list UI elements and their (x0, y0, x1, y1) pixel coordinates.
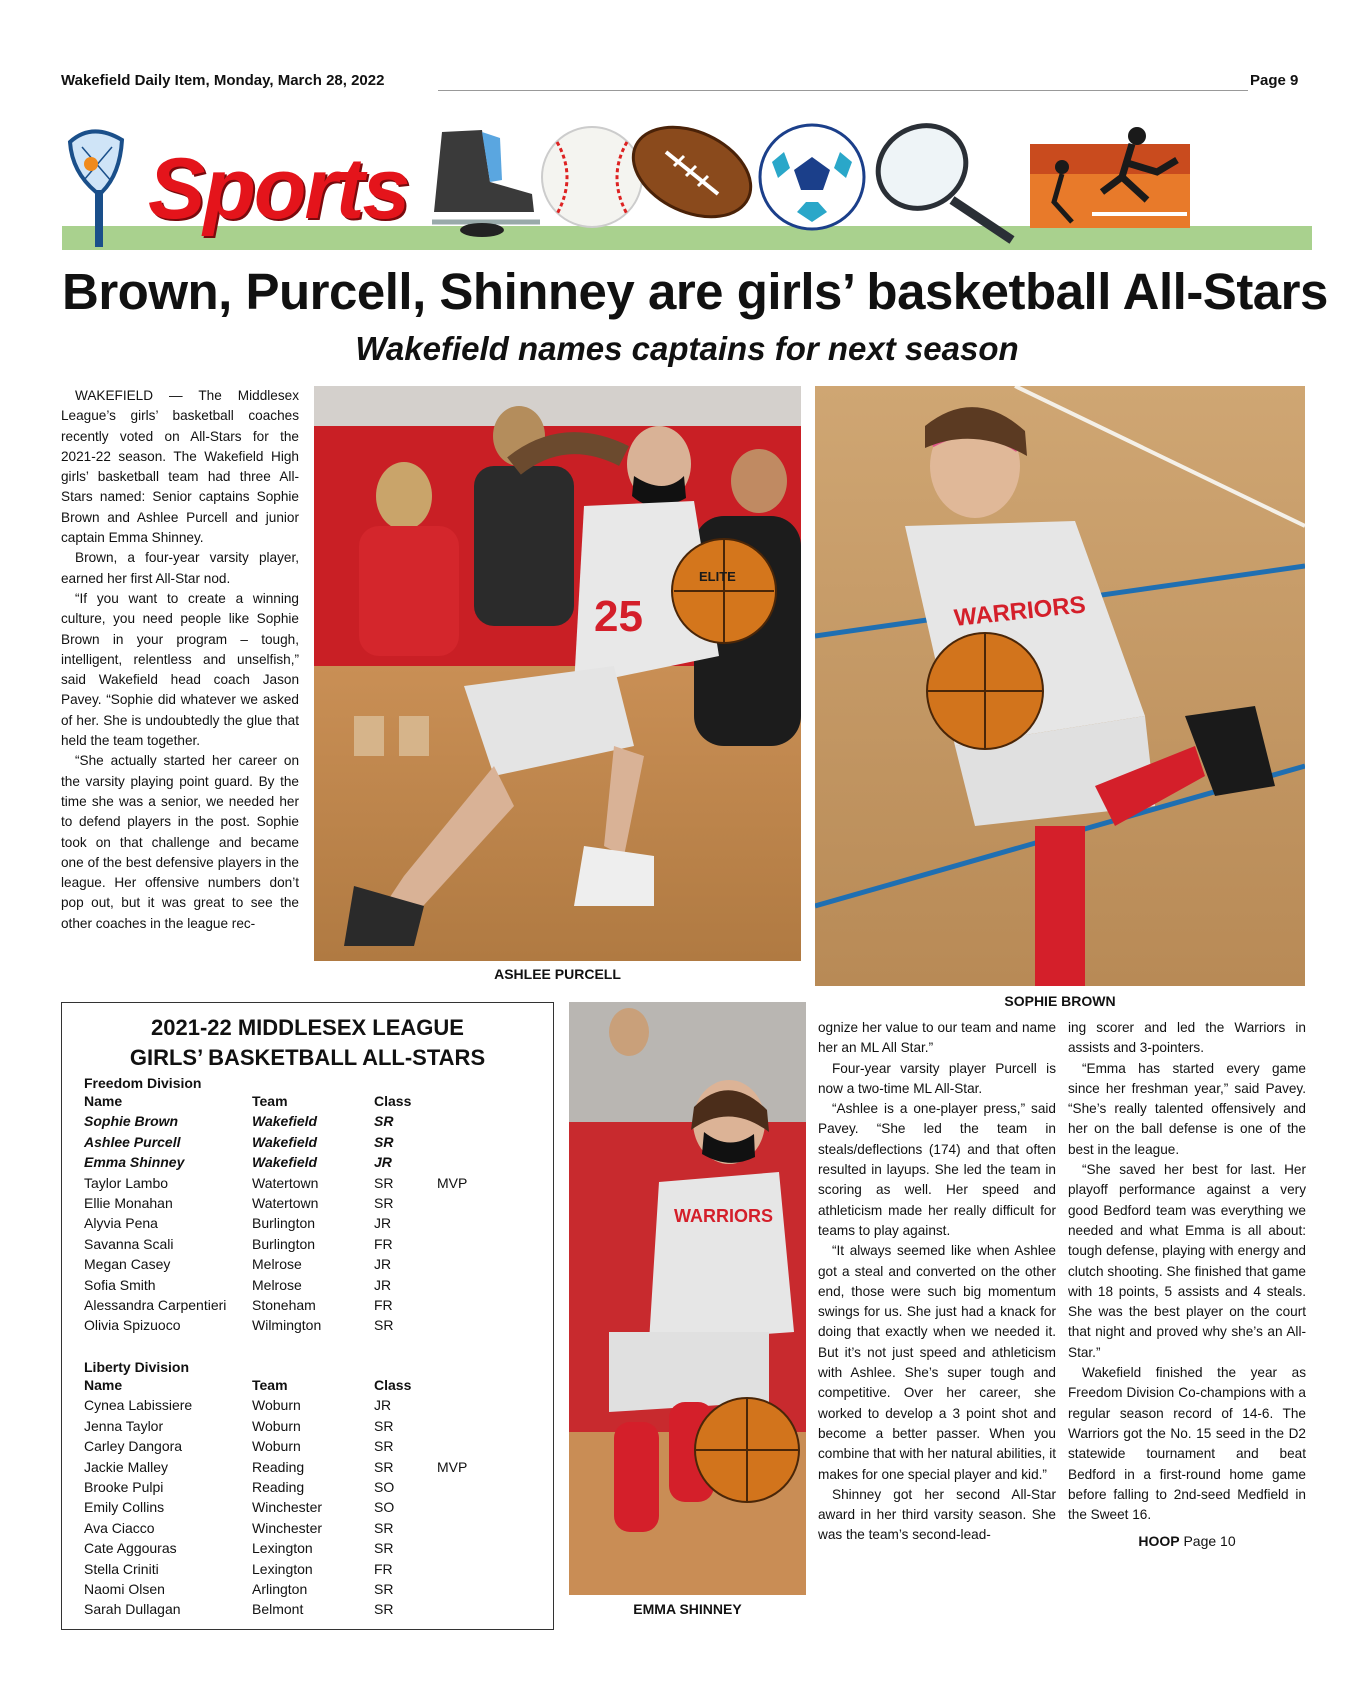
player-name-cell: Emily Collins (84, 1499, 165, 1516)
player-name-cell: Savanna Scali (84, 1235, 174, 1252)
player-name-cell: Alessandra Carpentieri (84, 1297, 227, 1314)
award-cell (437, 1254, 497, 1274)
article-paragraph: Shinney got her second All-Star award in her third varsity season. She was the team’s second-lead- (818, 1486, 1056, 1543)
table-row (84, 1193, 497, 1213)
award-cell (437, 1559, 497, 1579)
all-stars-table (61, 1002, 554, 1630)
player-name-cell: Cynea Labissiere (84, 1397, 193, 1414)
table-row (84, 1599, 497, 1619)
headline: Brown, Purcell, Shinney are girls’ basketball All-Stars (62, 263, 1328, 320)
table-row (84, 1234, 497, 1254)
player-name-cell: Megan Casey (84, 1256, 171, 1273)
player-name-cell: Olivia Spizuoco (84, 1317, 181, 1334)
liberty-division-heading: Liberty Division (84, 1359, 190, 1375)
class-cell: SR (374, 1458, 394, 1475)
folio-paper-date: Wakefield Daily Item, Monday, March 28, 2022 (61, 72, 385, 89)
class-cell: SR (374, 1195, 394, 1212)
table-row (84, 1518, 497, 1538)
team-cell: Lexington (252, 1560, 313, 1577)
table-row (84, 1436, 497, 1456)
article-paragraph: “She actually started her career on the varsity playing point guard. By the time she was a senior, we needed her to defend players in the post. Sophie took on that challenge and became one of the best defensive players in the league. Her offensive numbers don’t pop out, but it was great to see the other coaches in the league rec- (61, 753, 299, 931)
player-name-cell: Carley Dangora (84, 1438, 183, 1455)
soccer-ball-icon (760, 125, 864, 229)
column-header-team: Team (252, 1377, 288, 1393)
team-cell: Wakefield (252, 1133, 318, 1150)
class-cell: JR (374, 1215, 392, 1232)
photo-sophie-brown (815, 386, 1305, 986)
table-row (84, 1173, 497, 1193)
table-row (84, 1538, 497, 1558)
table-row (84, 1275, 497, 1295)
award-cell (437, 1497, 497, 1517)
player-name-cell: Brooke Pulpi (84, 1479, 164, 1496)
column-header-name: Name (84, 1093, 123, 1109)
award-cell: MVP (437, 1174, 468, 1191)
table-title-line-1: 2021-22 MIDDLESEX LEAGUE (151, 1015, 464, 1040)
table-row (84, 1111, 497, 1131)
class-cell: SO (374, 1479, 395, 1496)
player-name-cell: Ashlee Purcell (84, 1133, 181, 1150)
award-cell (437, 1416, 497, 1436)
player-name-cell: Jackie Malley (84, 1458, 169, 1475)
football-icon (619, 122, 765, 234)
article-column-3 (818, 1018, 1056, 1546)
award-cell (437, 1518, 497, 1538)
award-cell (437, 1295, 497, 1315)
class-cell: SR (374, 1174, 394, 1191)
class-cell: FR (374, 1297, 393, 1314)
player-name-cell: Jenna Taylor (84, 1417, 164, 1434)
team-cell: Burlington (252, 1235, 316, 1252)
article-paragraph: WAKEFIELD — The Middlesex League’s girls’ basketball coaches recently voted on All-Stars for the 2021-22 season. The Wakefield High girls’ basketball team had three All-Stars named: Senior captains Sophie Brown and Ashlee Purcell and junior captain Emma Shinney. (61, 388, 299, 546)
caption-sophie-brown: SOPHIE BROWN (1004, 993, 1116, 1009)
award-cell (437, 1395, 497, 1415)
player-name-cell: Sophie Brown (84, 1113, 179, 1130)
ice-skate-icon (432, 130, 540, 237)
article-paragraph: Wakefield finished the year as Freedom Division Co-champions with a regular season record of 14-6. The Warriors got the No. 15 seed in the D2 statewide tournament and beat Bedford in a first-round home game before falling to 2nd-seed Medfield in the Sweet 16. (1068, 1365, 1306, 1523)
player-name-cell: Sarah Dullagan (84, 1601, 181, 1618)
class-cell: SR (374, 1417, 394, 1434)
class-cell: JR (374, 1256, 392, 1273)
class-cell: FR (374, 1235, 393, 1252)
team-cell: Wakefield (252, 1113, 318, 1130)
class-cell: JR (374, 1397, 392, 1414)
team-cell: Belmont (252, 1601, 304, 1618)
award-cell (437, 1579, 497, 1599)
team-cell: Reading (252, 1458, 305, 1475)
player-name-cell: Ellie Monahan (84, 1195, 173, 1212)
player-name-cell: Sofia Smith (84, 1276, 156, 1293)
lacrosse-stick-icon (70, 131, 122, 247)
team-cell: Melrose (252, 1256, 302, 1273)
class-cell: SR (374, 1540, 394, 1557)
team-cell: Reading (252, 1479, 305, 1496)
baseball-icon (542, 127, 642, 227)
table-row (84, 1132, 497, 1152)
player-name-cell: Alyvia Pena (84, 1215, 158, 1232)
article-paragraph: Brown, a four-year varsity player, earned her first All-Star nod. (61, 550, 299, 586)
caption-ashlee-purcell: ASHLEE PURCELL (494, 966, 621, 982)
team-cell: Lexington (252, 1540, 313, 1557)
photo-emma-shinney (569, 1002, 806, 1595)
table-row (84, 1213, 497, 1233)
team-cell: Winchester (252, 1519, 323, 1536)
photo-ashlee-purcell (314, 386, 801, 961)
award-cell (437, 1111, 497, 1131)
table-row (84, 1315, 497, 1335)
article-paragraph: “If you want to create a winning culture, you need people like Sophie Brown in your program – tough, intelligent, relentless and unselfish,” said Wakefield head coach Jason Pavey. “Sophie did whatever we asked of her. She is undoubtedly the glue that held the team together. (61, 590, 299, 749)
hurdler-icon (1030, 127, 1190, 228)
award-cell (437, 1477, 497, 1497)
folio-page-number: Page 9 (1250, 72, 1299, 89)
liberty-division-table (84, 1375, 497, 1620)
table-row (84, 1457, 497, 1477)
class-cell: SR (374, 1113, 394, 1130)
award-cell (437, 1436, 497, 1456)
jersey-lettering: WARRIORS (674, 1206, 773, 1226)
player-name-cell: Stella Criniti (84, 1560, 159, 1577)
freedom-division-heading: Freedom Division (84, 1075, 202, 1091)
column-header-class: Class (374, 1093, 412, 1109)
tennis-racket-icon (863, 122, 1012, 240)
caption-emma-shinney: EMMA SHINNEY (633, 1601, 742, 1617)
class-cell: SR (374, 1317, 394, 1334)
team-cell: Wilmington (252, 1317, 322, 1334)
table-row (84, 1416, 497, 1436)
class-cell: SR (374, 1581, 394, 1598)
table-row (84, 1477, 497, 1497)
team-cell: Winchester (252, 1499, 323, 1516)
ball-brand-text: ELITE (699, 569, 736, 584)
subhead: Wakefield names captains for next season (355, 330, 1019, 367)
class-cell: SR (374, 1519, 394, 1536)
table-row (84, 1295, 497, 1315)
team-cell: Wakefield (252, 1154, 318, 1171)
jump-line (1068, 1531, 1306, 1551)
class-cell: FR (374, 1560, 393, 1577)
team-cell: Stoneham (252, 1297, 316, 1314)
sports-section-title: Sports (148, 141, 409, 237)
award-cell (437, 1315, 497, 1335)
column-header-class: Class (374, 1377, 412, 1393)
team-cell: Woburn (252, 1417, 301, 1434)
class-cell: SR (374, 1438, 394, 1455)
jump-label: HOOP (1138, 1533, 1180, 1550)
folio-rule (438, 90, 1248, 91)
award-cell (437, 1213, 497, 1233)
team-cell: Woburn (252, 1438, 301, 1455)
class-cell: SO (374, 1499, 395, 1516)
jump-page: Page 10 (1183, 1533, 1236, 1550)
column-header-team: Team (252, 1093, 288, 1109)
article-paragraph: “Ashlee is a one-player press,” said Pavey. “She led the team in steals/deflections (174) and that often resulted in layups. She led the team in scoring as well. Her speed and athleticism made her really difficult for teams to play against. (818, 1101, 1056, 1238)
team-cell: Watertown (252, 1195, 319, 1212)
jersey-number: 25 (594, 592, 643, 641)
team-cell: Burlington (252, 1215, 316, 1232)
award-cell (437, 1275, 497, 1295)
jersey-lettering: WARRIORS (952, 591, 1087, 632)
player-name-cell: Emma Shinney (84, 1154, 185, 1171)
team-cell: Watertown (252, 1174, 319, 1191)
team-cell: Woburn (252, 1397, 301, 1414)
award-cell: MVP (437, 1458, 468, 1475)
article-paragraph: “She saved her best for last. Her playoff performance against a very good Bedford team was everything we needed and what Emma is all about: tough defense, playing with energy and clutch shooting. She finished that game with 18 points, 5 assists and 4 steals. She was the best player on the court that night and proved why she’s an All-Star.” (1068, 1162, 1306, 1360)
award-cell (437, 1538, 497, 1558)
player-name-cell: Cate Aggouras (84, 1540, 177, 1557)
article-paragraph: Four-year varsity player Purcell is now a two-time ML All-Star. (818, 1060, 1056, 1096)
award-cell (437, 1234, 497, 1254)
table-title-line-2: GIRLS’ BASKETBALL ALL-STARS (129, 1045, 486, 1070)
article-paragraph: ing scorer and led the Warriors in assists and 3-pointers. (1068, 1020, 1306, 1056)
player-name-cell: Taylor Lambo (84, 1174, 169, 1191)
table-row (84, 1152, 497, 1172)
article-paragraph: ognize her value to our team and name her an ML All Star.” (818, 1020, 1056, 1056)
table-row (84, 1395, 497, 1415)
table-row (84, 1579, 497, 1599)
class-cell: SR (374, 1601, 394, 1618)
article-column-1 (61, 386, 299, 934)
team-cell: Melrose (252, 1276, 302, 1293)
class-cell: JR (374, 1276, 392, 1293)
article-paragraph: “It always seemed like when Ashlee got a steal and converted on the other end, those were such big momentum swings for us. She just had a knack for doing that exactly when we needed it. But it’s not just speed and athleticism with Ashlee. She’s super tough and competitive. Over her career, she worked to develop a 3 point shot and become a better passer. When you combine that with her natural abilities, it makes for one special player and kid.” (818, 1243, 1057, 1482)
class-cell: SR (374, 1133, 394, 1150)
column-header-name: Name (84, 1377, 123, 1393)
table-row (84, 1497, 497, 1517)
class-cell: JR (374, 1154, 392, 1171)
award-cell (437, 1599, 497, 1619)
article-column-4 (1068, 1018, 1306, 1552)
freedom-division-table (84, 1091, 497, 1336)
table-row (84, 1254, 497, 1274)
award-cell (437, 1132, 497, 1152)
award-cell (437, 1193, 497, 1213)
player-name-cell: Ava Ciacco (84, 1519, 155, 1536)
table-row (84, 1559, 497, 1579)
award-cell (437, 1152, 497, 1172)
article-paragraph: “Emma has started every game since her freshman year,” said Pavey. “She’s really talented offensively and her on the ball defense is one of the best in the league. (1068, 1060, 1306, 1157)
team-cell: Arlington (252, 1581, 308, 1598)
player-name-cell: Naomi Olsen (84, 1581, 165, 1598)
